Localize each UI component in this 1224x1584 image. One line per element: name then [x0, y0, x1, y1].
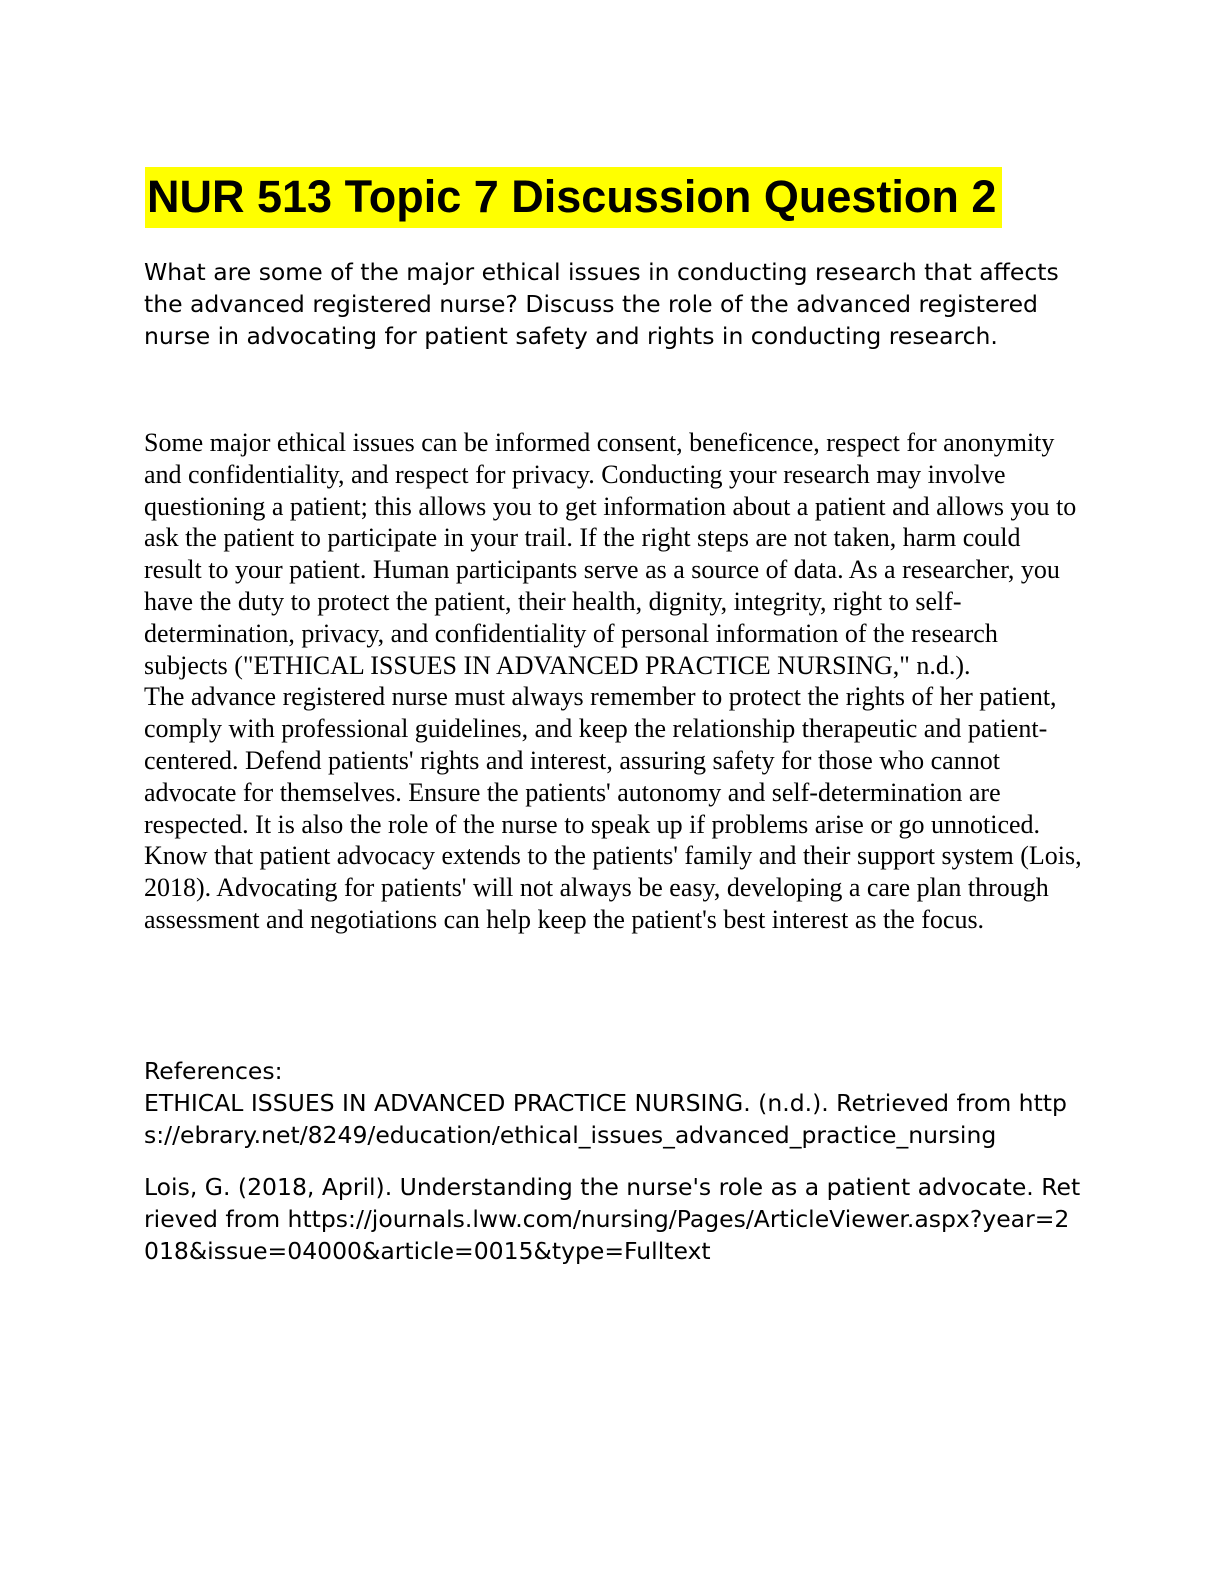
reference-2: Lois, G. (2018, April). Understanding the nurse's role as a patient advocate. Retrieved from https://journals.lww.com/nursing/Pages/ArticleViewer.aspx?year=2018&issue=04000&article=0015&type=Fulltext	[144, 1173, 1081, 1265]
reference-1: ETHICAL ISSUES IN ADVANCED PRACTICE NURSING. (n.d.). Retrieved from https://ebrary.net/8249/education/ethical_issues_advanced_practice_nursing	[144, 1089, 1067, 1149]
answer-body	[144, 427, 1084, 936]
references-heading: References:	[144, 1057, 283, 1085]
document-title	[143, 166, 1006, 230]
references-section	[144, 1055, 1084, 1267]
answer-paragraph-1: Some major ethical issues can be informed consent, beneficence, respect for anonymity and confidentiality, and respect for privacy. Conducting your research may involve questioning a patient; this allows you to get information about a patient and allows you to ask the patient to participate in your trail. If the right steps are not taken, harm could result to your patient. Human participants serve as a source of data. As a researcher, you have the duty to protect the patient, their health, dignity, integrity, right to self-determination, privacy, and confidentiality of personal information of the research subjects ("ETHICAL ISSUES IN ADVANCED PRACTICE NURSING," n.d.).	[144, 428, 1077, 680]
title-highlight: NUR 513 Topic 7 Discussion Question 2	[145, 167, 1002, 228]
discussion-question: What are some of the major ethical issues in conducting research that affects the advanced registered nurse? Discuss the role of the advanced registered nurse in advocating for patient safety and rights in conducting research.	[144, 258, 1059, 350]
answer-paragraph-2: The advance registered nurse must always remember to protect the rights of her patient, comply with professional guidelines, and keep the relationship therapeutic and patient-centered. Defend patients' rights and interest, assuring safety for those who cannot advocate for themselves. Ensure the patients' autonomy and self-determination are respected. It is also the role of the nurse to speak up if problems arise or go unnoticed. Know that patient advocacy extends to the patients' family and their support system (Lois, 2018). Advocating for patients' will not always be easy, developing a care plan through assessment and negotiations can help keep the patient's best interest as the focus.	[144, 682, 1082, 934]
